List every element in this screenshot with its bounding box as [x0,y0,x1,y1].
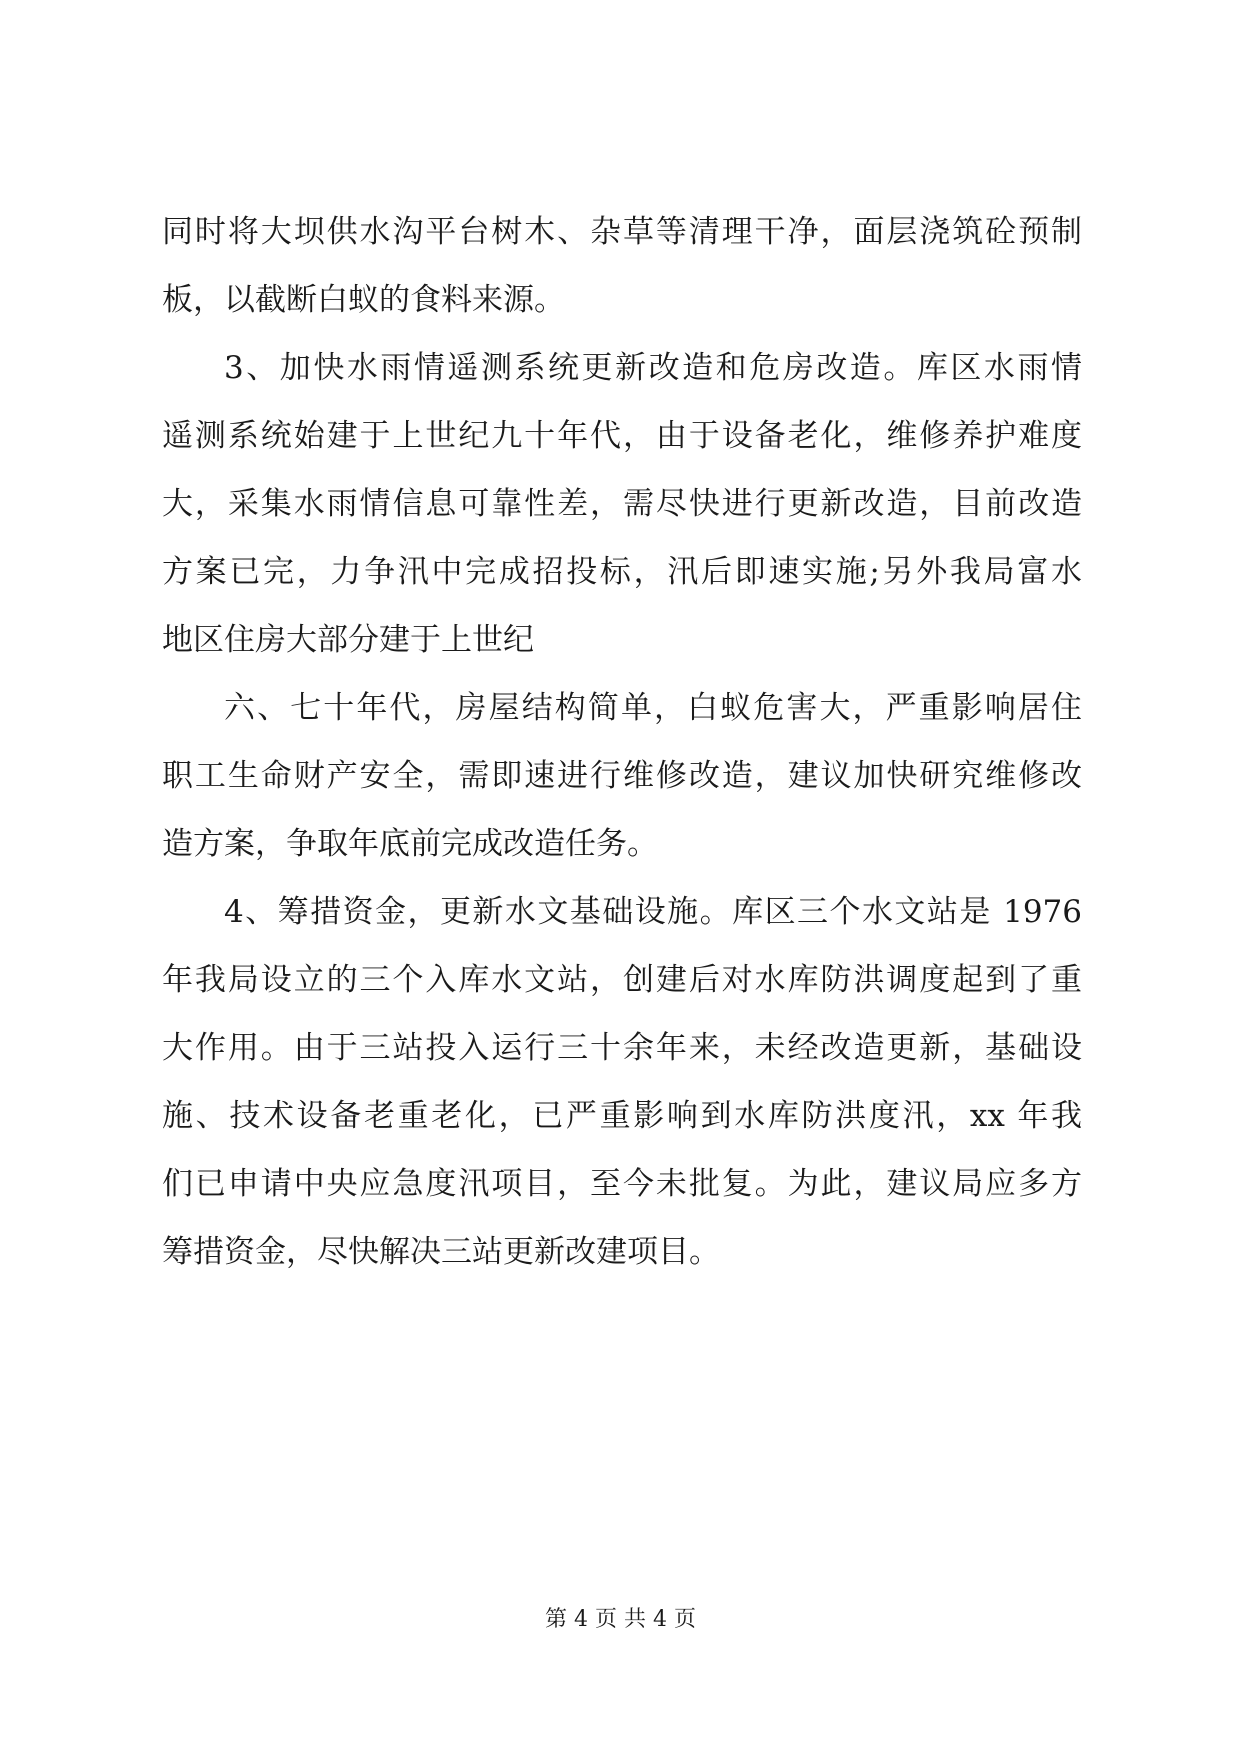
paragraph-2 [162,334,1082,674]
text-line: 造方案，争取年底前完成改造任务。 [162,826,658,862]
text-line: 板，以截断白蚁的食料来源。 [162,282,565,318]
text-line: 大，采集水雨情信息可靠性差，需尽快进行更新改造，目前改造 [162,486,1082,522]
text-line: 们已申请中央应急度汛项目，至今未批复。为此，建议局应多方 [162,1166,1082,1202]
text-line: 大作用。由于三站投入运行三十余年来，未经改造更新，基础设 [162,1030,1082,1066]
text-line: 年我局设立的三个入库水文站，创建后对水库防洪调度起到了重 [162,962,1082,998]
text-line: 六、七十年代，房屋结构简单，白蚁危害大，严重影响居住 [224,690,1082,726]
page-footer [0,1604,1241,1636]
text-line: 遥测系统始建于上世纪九十年代，由于设备老化，维修养护难度 [162,418,1082,454]
text-line: 4、筹措资金，更新水文基础设施。库区三个水文站是 1976 [224,894,1082,930]
page-number-label: 第 4 页 共 4 页 [545,1607,696,1632]
text-line: 地区住房大部分建于上世纪 [162,622,534,658]
paragraph-4 [162,878,1082,1286]
text-line: 3、加快水雨情遥测系统更新改造和危房改造。库区水雨情 [224,350,1082,386]
text-line: 方案已完，力争汛中完成招投标，汛后即速实施;另外我局富水 [162,554,1082,590]
document-body [162,198,1082,1286]
paragraph-3 [162,674,1082,878]
text-line: 职工生命财产安全，需即速进行维修改造，建议加快研究维修改 [162,758,1082,794]
text-line: 同时将大坝供水沟平台树木、杂草等清理干净，面层浇筑砼预制 [162,214,1082,250]
paragraph-1 [162,198,1082,334]
text-line: 施、技术设备老重老化，已严重影响到水库防洪度汛，xx 年我 [162,1098,1082,1134]
text-line: 筹措资金，尽快解决三站更新改建项目。 [162,1234,720,1270]
